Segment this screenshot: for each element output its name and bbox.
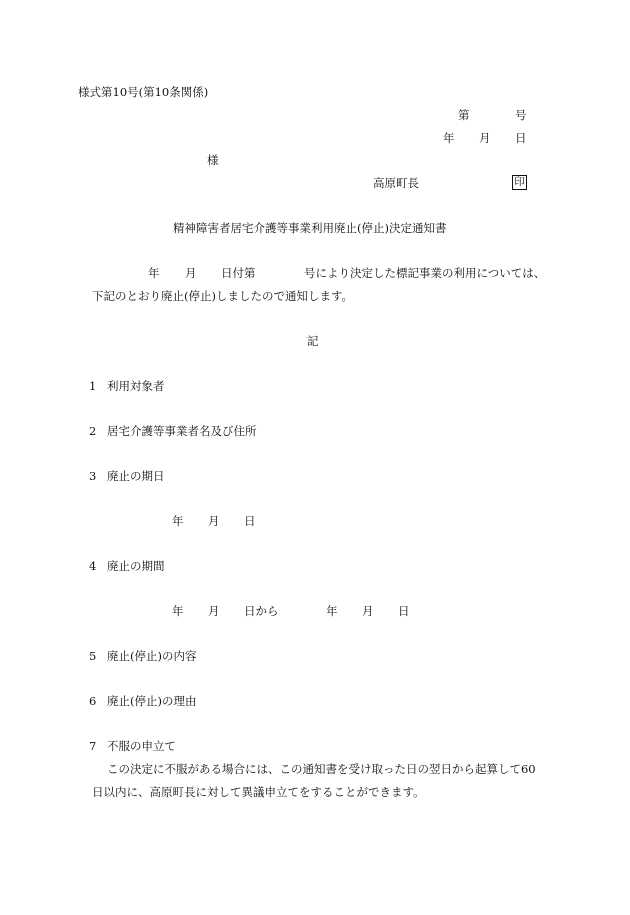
item-label-provider: 居宅介護等事業者名及び住所 xyxy=(107,424,257,438)
issue-date-month: 月 xyxy=(479,131,491,145)
issue-date-year: 年 xyxy=(443,131,455,145)
body-month: 月 xyxy=(185,266,197,280)
period-from-year: 年 xyxy=(172,604,184,618)
item-label-appeal: 不服の申立て xyxy=(107,739,176,753)
period-from-day: 日から xyxy=(244,604,279,618)
item-number: 7 xyxy=(89,739,97,753)
item-number: 2 xyxy=(89,424,97,438)
period-to-month: 月 xyxy=(362,604,374,618)
end-date-month: 月 xyxy=(208,514,220,528)
item-number: 3 xyxy=(89,469,97,483)
item-label-end-date: 廃止の期日 xyxy=(107,469,165,483)
item-label-recipient: 利用対象者 xyxy=(107,379,165,393)
form-number: 様式第10号(第10条関係) xyxy=(78,85,209,99)
period-from-month: 月 xyxy=(208,604,220,618)
issue-date-day: 日 xyxy=(515,131,527,145)
seal-mark: 印 xyxy=(512,175,527,190)
end-date-year: 年 xyxy=(172,514,184,528)
issuer-name: 高原町長 xyxy=(373,176,419,190)
body-line1-rest: 号により決定した標記事業の利用については、 xyxy=(304,266,546,280)
appeal-text-line2: 日以内に、高原町長に対して異議申立てをすることができます。 xyxy=(92,785,425,799)
item-number: 6 xyxy=(89,694,97,708)
item-number: 4 xyxy=(89,559,97,573)
recipient-honorific: 様 xyxy=(207,153,219,167)
ki-heading: 記 xyxy=(307,334,319,348)
body-year: 年 xyxy=(148,266,160,280)
end-date-day: 日 xyxy=(244,514,256,528)
period-to-year: 年 xyxy=(326,604,338,618)
doc-number-prefix: 第 xyxy=(458,108,470,122)
item-label-reason: 廃止(停止)の理由 xyxy=(107,694,197,708)
period-to-day: 日 xyxy=(398,604,410,618)
body-dated-prefix: 日付第 xyxy=(221,266,256,280)
document-title: 精神障害者居宅介護等事業利用廃止(停止)決定通知書 xyxy=(173,221,447,235)
doc-number-suffix: 号 xyxy=(515,108,527,122)
body-line2: 下記のとおり廃止(停止)しましたので通知します。 xyxy=(92,289,354,303)
item-label-period: 廃止の期間 xyxy=(107,559,165,573)
appeal-text-line1: この決定に不服がある場合には、この通知書を受け取った日の翌日から起算して60 xyxy=(107,762,536,776)
item-number: 1 xyxy=(89,379,97,393)
item-label-content: 廃止(停止)の内容 xyxy=(107,649,197,663)
item-number: 5 xyxy=(89,649,97,663)
